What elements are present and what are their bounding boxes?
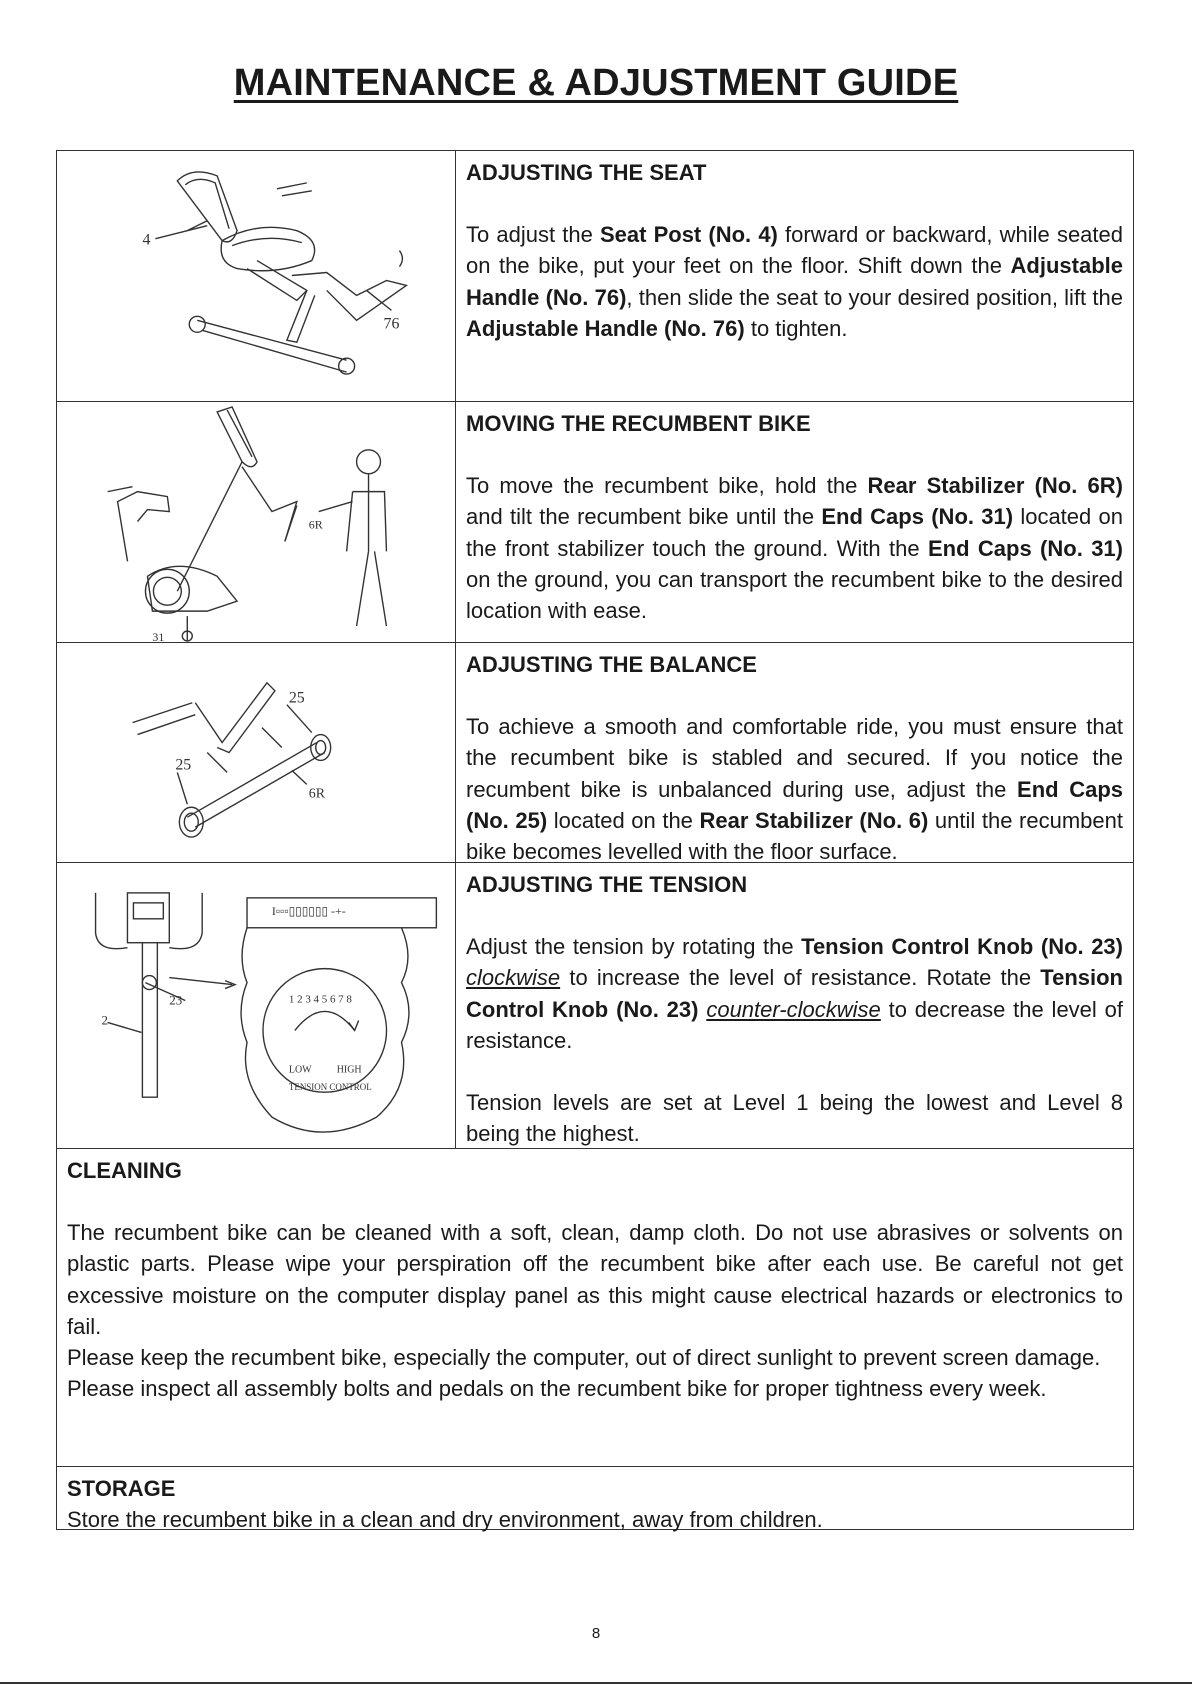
balance-label-25-top: 25 bbox=[288, 689, 305, 707]
balance-paragraph: To achieve a smooth and comfortable ride, you must ensure that the recumbent bike is stabled and secured. If you notice the recumbent bike is unbalanced during use, adjust the End Caps (No. 25) located on the Rear Stabilizer (No. 6) until the recumbent bike becomes levelled with the floor surface. bbox=[466, 714, 1123, 865]
moving-diagram bbox=[57, 402, 455, 642]
tension-low-label: LOW bbox=[288, 1064, 312, 1076]
moving-label-6r: 6R bbox=[308, 517, 323, 532]
bottom-rule bbox=[0, 1682, 1192, 1684]
balance-illustration bbox=[57, 643, 456, 862]
storage-text bbox=[67, 1473, 1123, 1535]
balance-heading: ADJUSTING THE BALANCE bbox=[466, 652, 757, 677]
tension-ring-label: TENSION CONTROL bbox=[288, 1082, 372, 1093]
moving-label-31: 31 bbox=[152, 630, 165, 642]
section-cleaning bbox=[57, 1149, 1133, 1467]
moving-text bbox=[466, 408, 1123, 626]
svg-text:1 2 3 4 5 6 7 8: 1 2 3 4 5 6 7 8 bbox=[288, 993, 352, 1006]
tension-paragraph-2: Tension levels are set at Level 1 being the lowest and Level 8 being the highest. bbox=[466, 1090, 1123, 1147]
seat-heading: ADJUSTING THE SEAT bbox=[466, 160, 707, 185]
balance-label-25-left: 25 bbox=[175, 756, 192, 774]
balance-diagram bbox=[57, 643, 455, 862]
seat-illustration bbox=[57, 151, 456, 401]
tension-illustration bbox=[57, 863, 456, 1148]
cleaning-heading: CLEANING bbox=[67, 1158, 182, 1183]
seat-text bbox=[466, 157, 1123, 344]
storage-heading: STORAGE bbox=[67, 1476, 176, 1501]
guide-table bbox=[56, 150, 1134, 1530]
tension-label-23: 23 bbox=[169, 992, 183, 1008]
section-tension bbox=[57, 863, 1133, 1149]
moving-heading: MOVING THE RECUMBENT BIKE bbox=[466, 411, 811, 436]
tension-heading: ADJUSTING THE TENSION bbox=[466, 872, 748, 897]
seat-label-4: 4 bbox=[142, 231, 151, 249]
tension-paragraph-1: Adjust the tension by rotating the Tension Control Knob (No. 23) clockwise to increase the level of resistance. Rotate the Tension Control Knob (No. 23) counter-clockwise to decrease the level of resistance. bbox=[466, 934, 1123, 1053]
seat-diagram bbox=[57, 151, 455, 401]
cleaning-text bbox=[67, 1155, 1123, 1405]
seat-paragraph: To adjust the Seat Post (No. 4) forward or backward, while seated on the bike, put your feet on the floor. Shift down the Adjustable Handle (No. 76), then slide the seat to your desired position, lift the Adjustable Handle (No. 76) to tighten. bbox=[466, 222, 1123, 341]
balance-text bbox=[466, 649, 1123, 867]
moving-paragraph: To move the recumbent bike, hold the Rear Stabilizer (No. 6R) and tilt the recumbent bike until the End Caps (No. 31) located on the front stabilizer touch the ground. With the End Caps (No. 31) on the ground, you can transport the recumbent bike to the desired location with ease. bbox=[466, 473, 1123, 624]
cleaning-paragraph-3: Please inspect all assembly bolts and pedals on the recumbent bike for proper tightness every week. bbox=[67, 1376, 1047, 1402]
section-moving bbox=[57, 402, 1133, 643]
page-number: 8 bbox=[591, 1625, 601, 1642]
section-balance bbox=[57, 643, 1133, 863]
tension-label-2: 2 bbox=[101, 1012, 109, 1028]
tension-high-label: HIGH bbox=[336, 1064, 362, 1076]
cleaning-paragraph-1: The recumbent bike can be cleaned with a soft, clean, damp cloth. Do not use abrasives or solvents on plastic parts. Please wipe your perspiration off the recumbent bike after each use. Be careful not get excessive moisture on the computer display panel as this might cause electrical hazards or electronics to fail. bbox=[67, 1220, 1123, 1339]
cleaning-paragraph-2: Please keep the recumbent bike, especially the computer, out of direct sunlight to prevent screen damage. bbox=[67, 1345, 1101, 1371]
tension-text bbox=[466, 869, 1123, 1150]
seat-label-76: 76 bbox=[383, 315, 400, 333]
section-seat bbox=[57, 151, 1133, 402]
svg-text:I▫▫▫▯▯▯▯▯▯ -+-: I▫▫▫▯▯▯▯▯▯ -+- bbox=[271, 903, 346, 918]
balance-label-6r: 6R bbox=[308, 786, 326, 802]
storage-paragraph: Store the recumbent bike in a clean and dry environment, away from children. bbox=[67, 1507, 823, 1532]
moving-illustration bbox=[57, 402, 456, 642]
page-title: MAINTENANCE & ADJUSTMENT GUIDE bbox=[233, 62, 959, 104]
tension-diagram bbox=[57, 863, 455, 1148]
section-storage bbox=[57, 1467, 1133, 1532]
